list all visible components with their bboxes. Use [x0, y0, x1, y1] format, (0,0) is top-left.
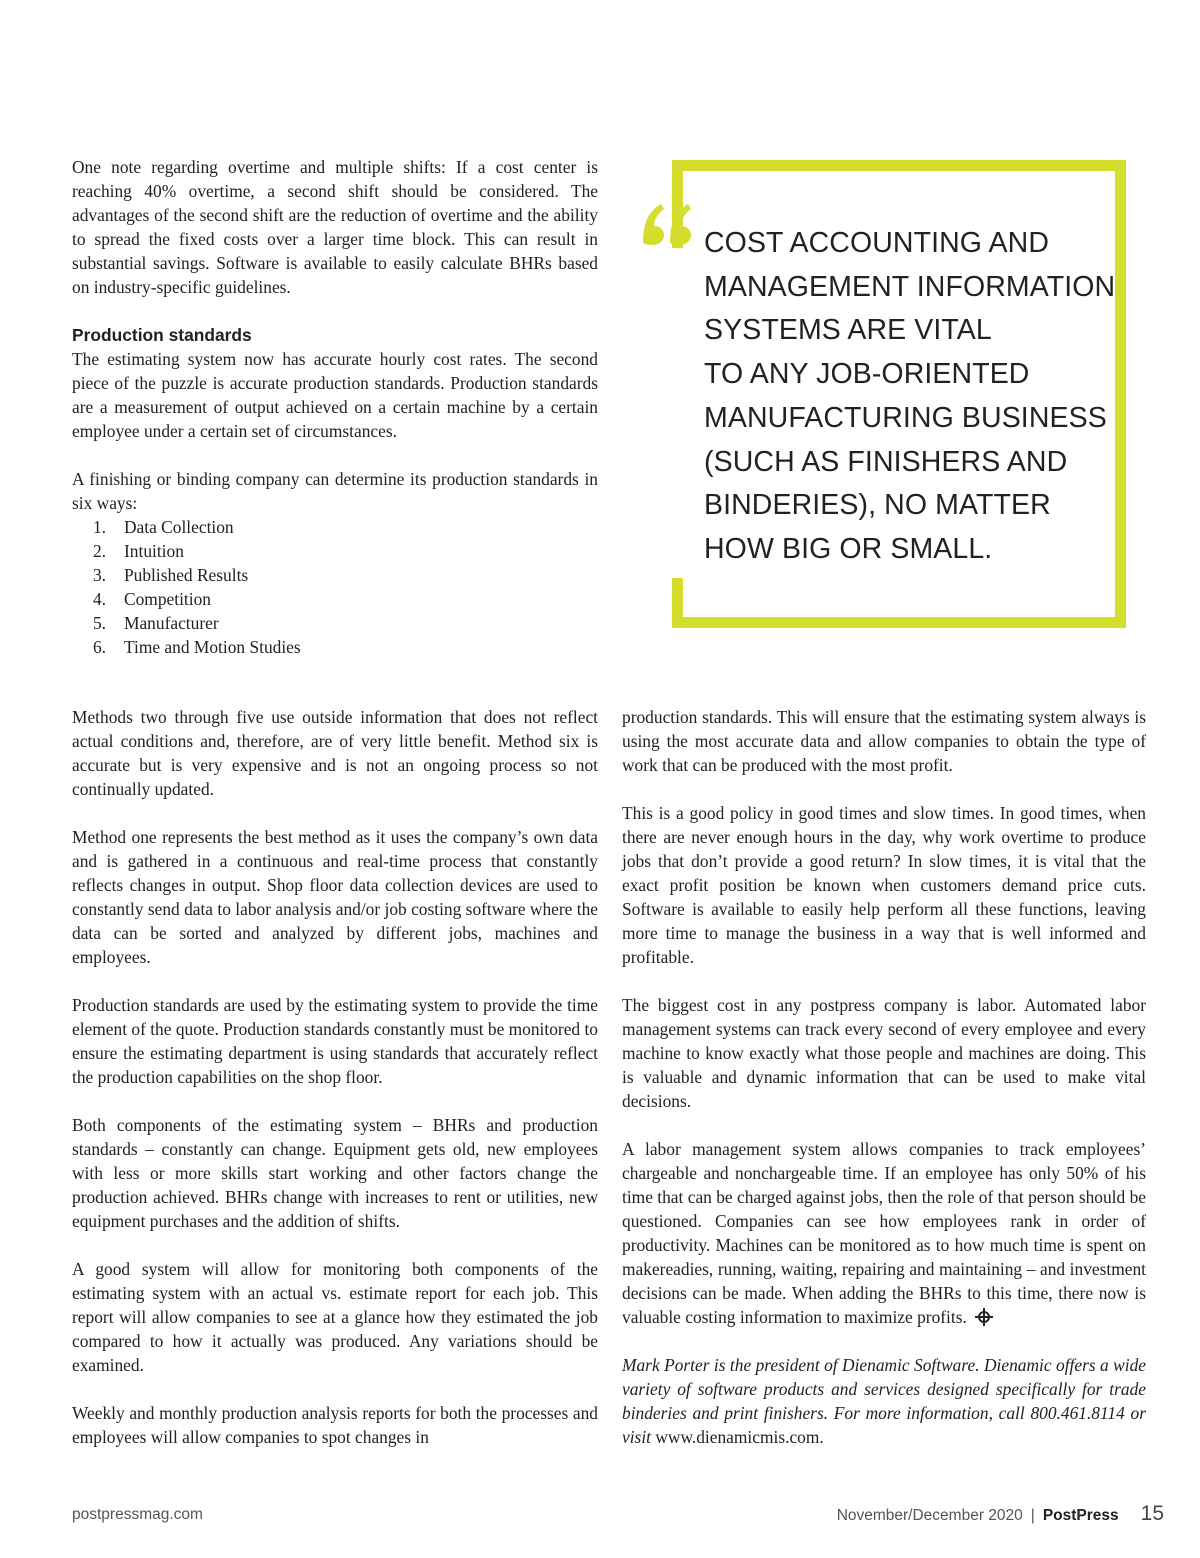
body-paragraph: A good system will allow for monitoring both components of the estimating system with an actual vs. estimate report for each job. This report will allow companies to see at a glance how they estimated the job compared to how it actually was produced. Any variations should be examined. — [72, 1259, 598, 1375]
footer-separator: | — [1030, 1507, 1035, 1524]
top-left-column — [72, 155, 598, 659]
left-column — [72, 705, 598, 1449]
methods-list — [72, 515, 598, 659]
footer-brand: PostPress — [1042, 1507, 1119, 1524]
list-item: 1. Data Collection — [92, 517, 234, 537]
body-paragraph — [622, 1137, 1146, 1329]
crosshair-end-icon — [975, 1308, 993, 1326]
footer-right — [837, 1502, 1164, 1526]
bio-url: www.dienamicmis.com — [655, 1427, 820, 1447]
list-item: 2. Intuition — [92, 541, 184, 561]
body-paragraph: The biggest cost in any postpress company is labor. Automated labor management systems can track every second of every employee and every machine to know exactly what those people and machines are doing. This is valuable and dynamic information that can be used to make vital decisions. — [622, 995, 1146, 1111]
body-paragraph-text: A labor management system allows companies to track employees’ chargeable and nonchargeable time. If an employee has only 50% of his time that can be charged against jobs, then the role of that person should be questioned. Companies can see how employees rank in order of productivity. Machines can be monitored as to how much time is spent on makereadies, running, waiting, repairing and maintaining – and investment decisions can be made. When adding the BHRs to this time, there now is valuable costing information to maximize profits. — [622, 1139, 1146, 1327]
body-paragraph: production standards. This will ensure that the estimating system always is using the most accurate data and allow companies to obtain the type of work that can be produced with the most profit. — [622, 707, 1146, 775]
page-number: 15 — [1140, 1502, 1164, 1525]
pull-quote-line: COST ACCOUNTING AND — [704, 227, 1049, 259]
body-paragraph: Methods two through five use outside information that does not reflect actual conditions and, therefore, are of very little benefit. Method six is accurate but is very expensive and is not an ongoing process so not continually updated. — [72, 707, 598, 799]
body-paragraph: Method one represents the best method as it uses the company’s own data and is gathered in a continuous and real-time process that constantly reflects changes in output. Shop floor data collection devices are used to constantly send data to labor analysis and/or job costing software where the data can be sorted and analyzed by different jobs, machines and employees. — [72, 827, 598, 967]
right-column — [622, 705, 1146, 1449]
pull-quote-line: BINDERIES), NO MATTER — [704, 489, 1051, 522]
body-paragraph: This is a good policy in good times and slow times. In good times, when there are never enough hours in the day, why work overtime to produce jobs that don’t provide a good return? In slow times, it is vital that the exact profit position be known when customers demand price cuts. Software is available to easily help perform all these functions, leaving more time to manage the business in a way that is well informed and profitable. — [622, 803, 1146, 967]
pull-quote-line: HOW BIG OR SMALL. — [704, 532, 993, 565]
author-bio-text: Mark Porter is the president of Dienamic Software. Dienamic offers a wide variety of software products and services designed specifically for trade binderies and print finishers. For more information, call 800.461.8114 or visit — [622, 1355, 1146, 1447]
pull-quote-text — [704, 222, 1114, 572]
list-item: 6. Time and Motion Studies — [92, 637, 301, 657]
body-paragraph: Both components of the estimating system – BHRs and production standards – constantly can change. Equipment gets old, new employees with less or more skills start working and other factors change the production achieved. BHRs change with increases to rent or utilities, new equipment purchases and the addition of shifts. — [72, 1115, 598, 1231]
pull-quote-line: SYSTEMS ARE VITAL — [704, 314, 992, 347]
pull-quote-line: (SUCH AS FINISHERS AND — [704, 445, 1068, 478]
section-heading: Production standards — [72, 325, 252, 345]
body-paragraph: Production standards are used by the estimating system to provide the time element of the quote. Production standards constantly must be monitored to ensure the estimating department is using standards that accurately reflect the production capabilities on the shop floor. — [72, 995, 598, 1087]
pull-quote-line: MANAGEMENT INFORMATION — [704, 270, 1116, 303]
overtime-paragraph: One note regarding overtime and multiple shifts: If a cost center is reaching 40% overtime, a second shift should be considered. The advantages of the second shift are the reduction of overtime and the ability to spread the fixed costs over a larger time block. This can result in substantial savings. Software is available to easily calculate BHRs based on industry-specific guidelines. — [72, 157, 598, 297]
body-paragraph: Weekly and monthly production analysis reports for both the processes and employees will allow companies to spot changes in — [72, 1403, 598, 1447]
section-paragraph-2: A finishing or binding company can determine its production standards in six ways: — [72, 469, 598, 513]
pull-quote-line: TO ANY JOB-ORIENTED — [704, 358, 1030, 391]
quote-mark-icon — [639, 198, 695, 248]
pull-quote-frame-gap — [672, 248, 683, 578]
list-item: 5. Manufacturer — [92, 613, 219, 633]
pull-quote-line: MANUFACTURING BUSINESS — [704, 401, 1107, 434]
page-footer — [72, 1502, 1164, 1532]
section-paragraph-1: The estimating system now has accurate hourly cost rates. The second piece of the puzzle is accurate production standards. Production standards are a measurement of output achieved on a certain machine by a certain employee under a certain set of circumstances. — [72, 349, 598, 441]
footer-site: postpressmag.com — [72, 1506, 203, 1523]
list-item: 4. Competition — [92, 589, 211, 609]
pull-quote — [672, 160, 1126, 628]
author-bio — [622, 1353, 1146, 1449]
list-item: 3. Published Results — [92, 565, 249, 585]
footer-issue: November/December 2020 — [836, 1507, 1023, 1524]
bio-end: . — [819, 1427, 824, 1447]
